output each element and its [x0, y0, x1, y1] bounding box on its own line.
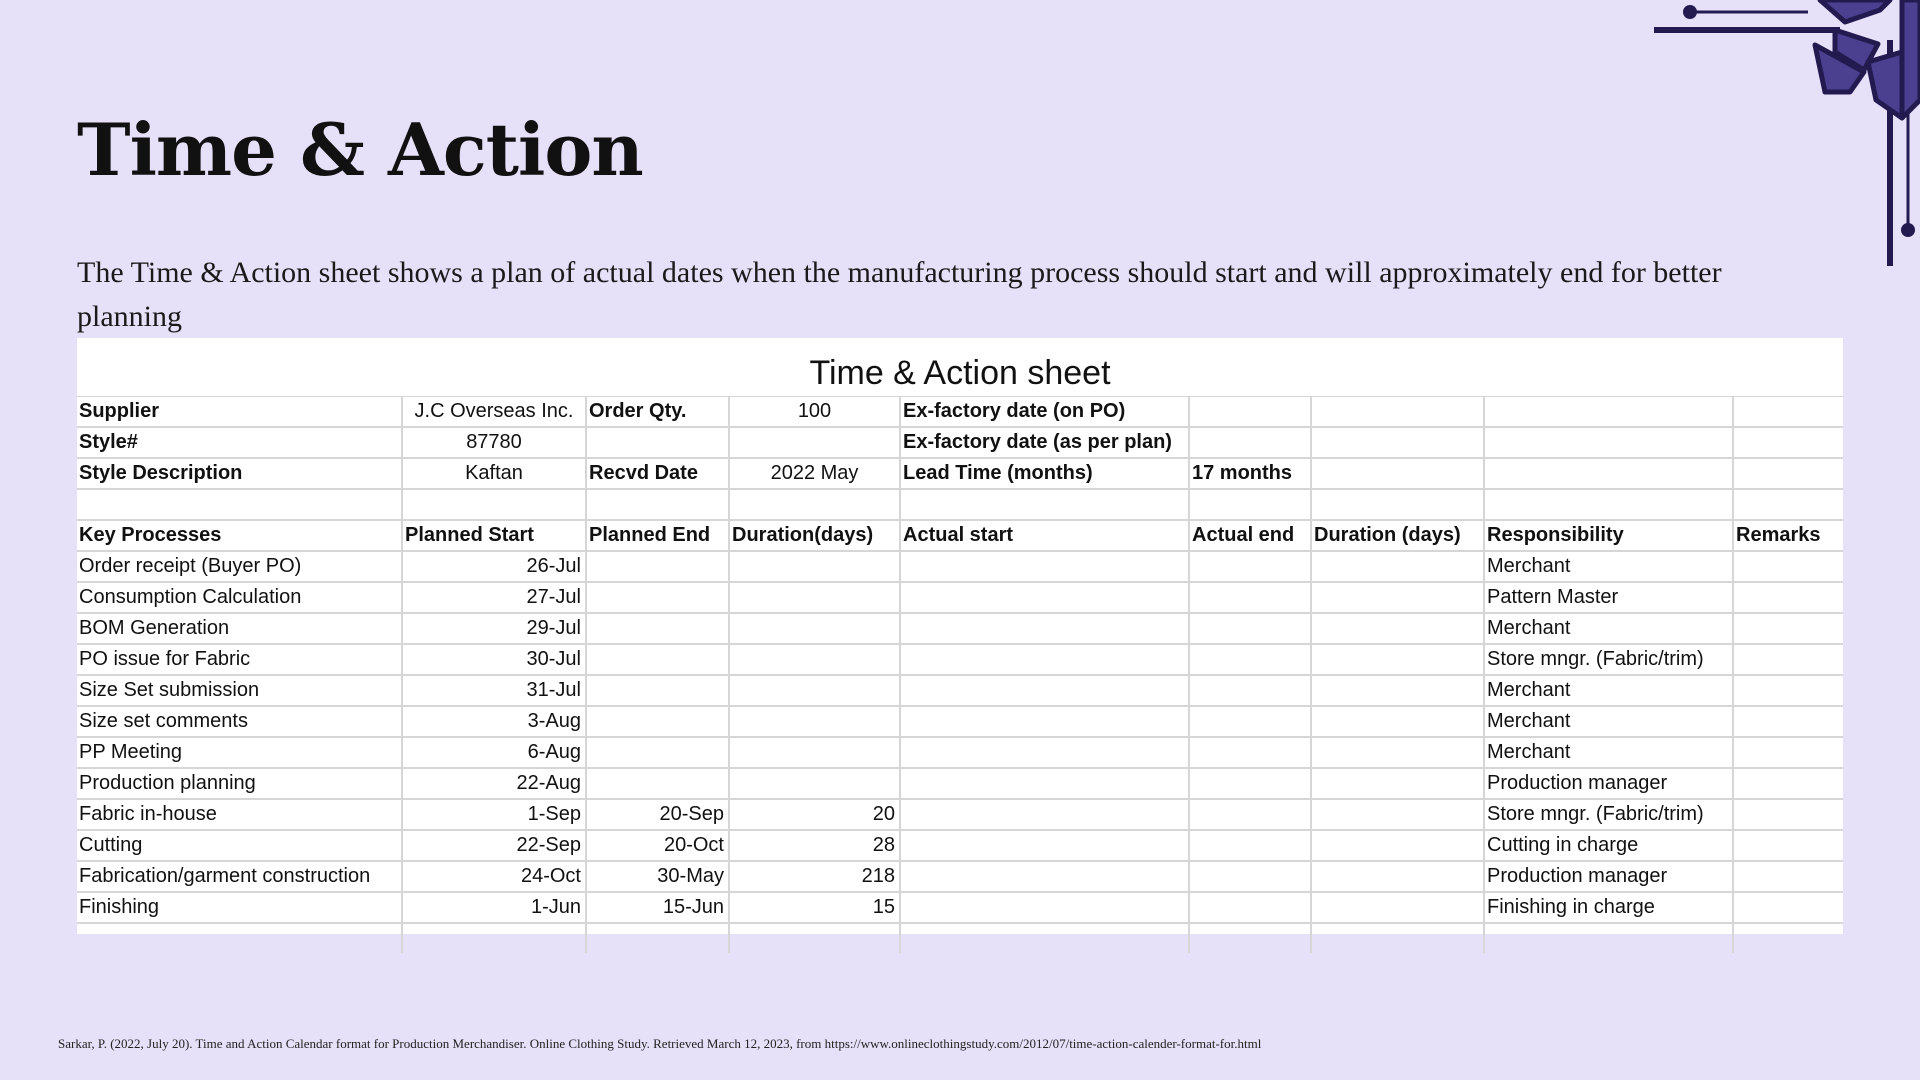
process-name: Fabric in-house	[77, 799, 402, 830]
info-row-supplier	[77, 397, 1843, 427]
table-row	[77, 737, 1843, 768]
style-description-value: Kaftan	[402, 458, 586, 489]
actual-duration	[1311, 830, 1484, 861]
process-name: Consumption Calculation	[77, 582, 402, 613]
empty-cell	[1189, 427, 1311, 458]
planned-start: 27-Jul	[402, 582, 586, 613]
time-action-sheet	[77, 338, 1843, 934]
empty-cell	[586, 427, 729, 458]
actual-end	[1189, 706, 1311, 737]
process-name: PO issue for Fabric	[77, 644, 402, 675]
sheet-title: Time & Action sheet	[77, 338, 1843, 397]
empty-cell	[1189, 397, 1311, 427]
planned-start: 22-Aug	[402, 768, 586, 799]
header-actual-start: Actual start	[900, 520, 1189, 551]
exfactory-plan-label: Ex-factory date (as per plan)	[900, 427, 1189, 458]
citation-footnote: Sarkar, P. (2022, July 20). Time and Action Calendar format for Production Merchandiser. Online Clothing Study. Retrieved March 12, 2023, from https://www.onlineclothingstudy.com/2012/07/time-action-calender-format-for.html	[58, 1036, 1262, 1051]
planned-end: 20-Sep	[586, 799, 729, 830]
planned-start: 31-Jul	[402, 675, 586, 706]
actual-duration	[1311, 892, 1484, 923]
process-name: Finishing	[77, 892, 402, 923]
table-row	[77, 551, 1843, 582]
duration-days	[729, 551, 900, 582]
actual-start	[900, 737, 1189, 768]
responsibility: Merchant	[1484, 737, 1733, 768]
planned-end	[586, 551, 729, 582]
process-name: Production planning	[77, 768, 402, 799]
actual-duration	[1311, 861, 1484, 892]
planned-end: 20-Oct	[586, 830, 729, 861]
empty-cell	[586, 923, 729, 953]
duration-days	[729, 737, 900, 768]
planned-start: 22-Sep	[402, 830, 586, 861]
actual-start	[900, 830, 1189, 861]
supplier-value: J.C Overseas Inc.	[402, 397, 586, 427]
empty-cell	[1311, 923, 1484, 953]
actual-duration	[1311, 551, 1484, 582]
process-name: BOM Generation	[77, 613, 402, 644]
actual-end	[1189, 737, 1311, 768]
empty-cell	[1733, 397, 1843, 427]
empty-cell	[1484, 923, 1733, 953]
empty-cell	[1311, 458, 1484, 489]
order-qty-label: Order Qty.	[586, 397, 729, 427]
actual-duration	[1311, 582, 1484, 613]
responsibility: Merchant	[1484, 706, 1733, 737]
remarks	[1733, 830, 1843, 861]
table-row	[77, 799, 1843, 830]
empty-cell	[77, 923, 402, 953]
responsibility: Production manager	[1484, 768, 1733, 799]
responsibility: Merchant	[1484, 551, 1733, 582]
actual-end	[1189, 551, 1311, 582]
actual-start	[900, 799, 1189, 830]
empty-cell	[1484, 397, 1733, 427]
empty-cell	[900, 923, 1189, 953]
lead-time-label: Lead Time (months)	[900, 458, 1189, 489]
empty-cell	[1311, 427, 1484, 458]
actual-end	[1189, 582, 1311, 613]
empty-cell	[402, 923, 586, 953]
duration-days: 20	[729, 799, 900, 830]
lead-time-value: 17 months	[1189, 458, 1311, 489]
info-row-style-description	[77, 458, 1843, 489]
header-remarks: Remarks	[1733, 520, 1843, 551]
remarks	[1733, 768, 1843, 799]
actual-end	[1189, 799, 1311, 830]
actual-end	[1189, 892, 1311, 923]
planned-end	[586, 768, 729, 799]
planned-start: 6-Aug	[402, 737, 586, 768]
actual-end	[1189, 830, 1311, 861]
actual-start	[900, 675, 1189, 706]
actual-duration	[1311, 613, 1484, 644]
actual-duration	[1311, 644, 1484, 675]
process-name: Order receipt (Buyer PO)	[77, 551, 402, 582]
table-row	[77, 613, 1843, 644]
order-qty-value: 100	[729, 397, 900, 427]
remarks	[1733, 861, 1843, 892]
table-row	[77, 892, 1843, 923]
header-row	[77, 520, 1843, 551]
remarks	[1733, 675, 1843, 706]
empty-cell	[1484, 458, 1733, 489]
duration-days	[729, 675, 900, 706]
blank-row	[77, 923, 1843, 953]
responsibility: Merchant	[1484, 675, 1733, 706]
remarks	[1733, 799, 1843, 830]
planned-start: 1-Jun	[402, 892, 586, 923]
header-actual-end: Actual end	[1189, 520, 1311, 551]
empty-cell	[1733, 427, 1843, 458]
info-row-style	[77, 427, 1843, 458]
responsibility: Production manager	[1484, 861, 1733, 892]
planned-end: 15-Jun	[586, 892, 729, 923]
recvd-date-value: 2022 May	[729, 458, 900, 489]
table-row	[77, 582, 1843, 613]
planned-start: 29-Jul	[402, 613, 586, 644]
process-name: Size set comments	[77, 706, 402, 737]
remarks	[1733, 892, 1843, 923]
planned-start: 1-Sep	[402, 799, 586, 830]
spacer-row	[77, 489, 1843, 520]
actual-duration	[1311, 768, 1484, 799]
duration-days	[729, 706, 900, 737]
responsibility: Store mngr. (Fabric/trim)	[1484, 799, 1733, 830]
remarks	[1733, 582, 1843, 613]
actual-duration	[1311, 799, 1484, 830]
table-row	[77, 861, 1843, 892]
duration-days	[729, 768, 900, 799]
remarks	[1733, 644, 1843, 675]
duration-days: 15	[729, 892, 900, 923]
header-planned-end: Planned End	[586, 520, 729, 551]
header-planned-start: Planned Start	[402, 520, 586, 551]
actual-end	[1189, 613, 1311, 644]
planned-start: 24-Oct	[402, 861, 586, 892]
remarks	[1733, 613, 1843, 644]
actual-start	[900, 582, 1189, 613]
process-name: PP Meeting	[77, 737, 402, 768]
actual-start	[900, 768, 1189, 799]
empty-cell	[1733, 458, 1843, 489]
planned-end	[586, 582, 729, 613]
header-duration: Duration(days)	[729, 520, 900, 551]
responsibility: Merchant	[1484, 613, 1733, 644]
actual-end	[1189, 861, 1311, 892]
style-label: Style#	[77, 427, 402, 458]
table-row	[77, 830, 1843, 861]
planned-end	[586, 737, 729, 768]
actual-duration	[1311, 706, 1484, 737]
responsibility: Cutting in charge	[1484, 830, 1733, 861]
page-description: The Time & Action sheet shows a plan of actual dates when the manufacturing process should start and will approximately end for better planning	[77, 256, 1722, 333]
duration-days	[729, 644, 900, 675]
actual-start	[900, 861, 1189, 892]
empty-cell	[1484, 427, 1733, 458]
header-actual-duration: Duration (days)	[1311, 520, 1484, 551]
page-title: Time & Action	[77, 107, 643, 192]
actual-duration	[1311, 737, 1484, 768]
responsibility: Finishing in charge	[1484, 892, 1733, 923]
duration-days: 218	[729, 861, 900, 892]
duration-days	[729, 613, 900, 644]
exfactory-po-label: Ex-factory date (on PO)	[900, 397, 1189, 427]
process-name: Cutting	[77, 830, 402, 861]
responsibility: Store mngr. (Fabric/trim)	[1484, 644, 1733, 675]
style-value: 87780	[402, 427, 586, 458]
planned-end	[586, 644, 729, 675]
actual-end	[1189, 768, 1311, 799]
time-action-table	[77, 397, 1843, 953]
remarks	[1733, 551, 1843, 582]
process-name: Fabrication/garment construction	[77, 861, 402, 892]
planned-end	[586, 675, 729, 706]
table-row	[77, 706, 1843, 737]
actual-start	[900, 644, 1189, 675]
planned-end	[586, 706, 729, 737]
planned-start: 26-Jul	[402, 551, 586, 582]
corner-ornament-icon	[1640, 0, 1920, 270]
empty-cell	[729, 923, 900, 953]
table-row	[77, 768, 1843, 799]
empty-cell	[729, 427, 900, 458]
planned-start: 30-Jul	[402, 644, 586, 675]
planned-end	[586, 613, 729, 644]
responsibility: Pattern Master	[1484, 582, 1733, 613]
empty-cell	[1189, 923, 1311, 953]
empty-cell	[1311, 397, 1484, 427]
remarks	[1733, 706, 1843, 737]
remarks	[1733, 737, 1843, 768]
header-key-processes: Key Processes	[77, 520, 402, 551]
duration-days	[729, 582, 900, 613]
supplier-label: Supplier	[77, 397, 402, 427]
planned-end: 30-May	[586, 861, 729, 892]
table-row	[77, 644, 1843, 675]
actual-start	[900, 613, 1189, 644]
header-responsibility: Responsibility	[1484, 520, 1733, 551]
actual-start	[900, 706, 1189, 737]
planned-start: 3-Aug	[402, 706, 586, 737]
style-description-label: Style Description	[77, 458, 402, 489]
recvd-date-label: Recvd Date	[586, 458, 729, 489]
process-name: Size Set submission	[77, 675, 402, 706]
actual-duration	[1311, 675, 1484, 706]
actual-end	[1189, 644, 1311, 675]
empty-cell	[1733, 923, 1843, 953]
actual-start	[900, 892, 1189, 923]
actual-start	[900, 551, 1189, 582]
duration-days: 28	[729, 830, 900, 861]
table-row	[77, 675, 1843, 706]
actual-end	[1189, 675, 1311, 706]
